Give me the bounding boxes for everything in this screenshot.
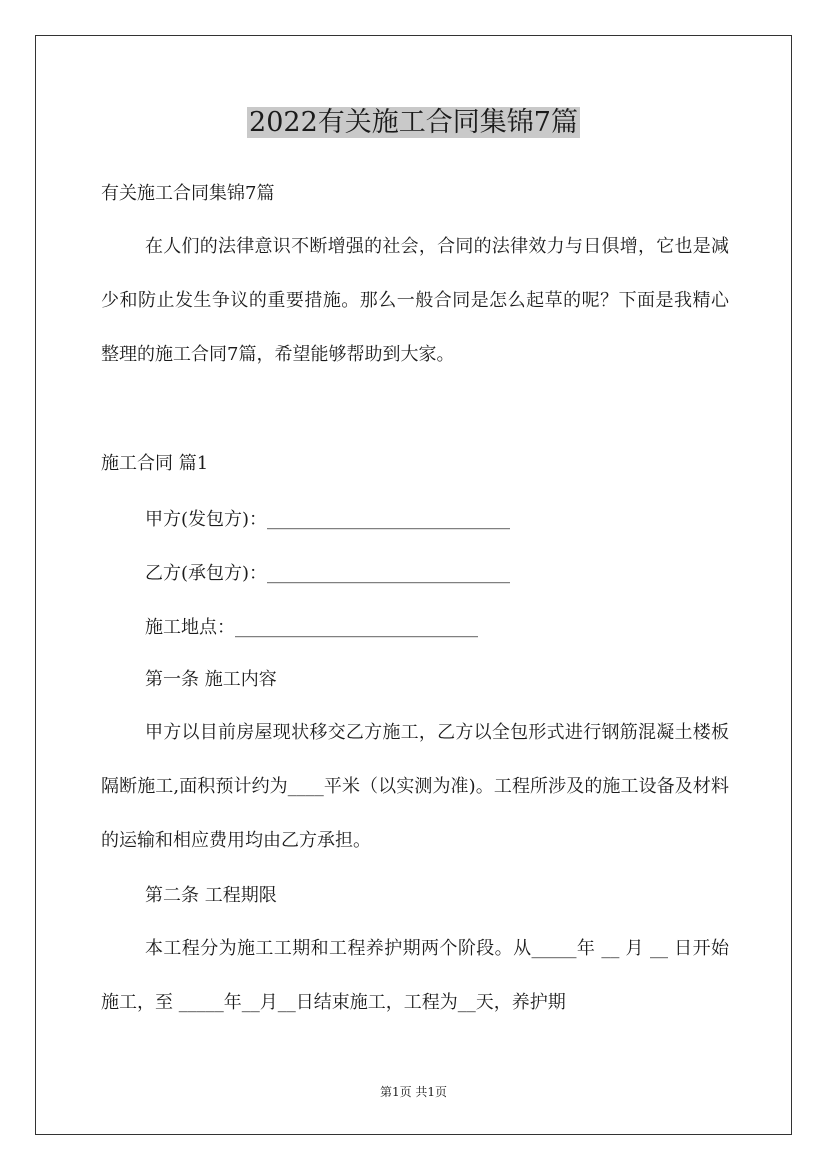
- party-b-line: 乙方(承包方)：___________________________: [145, 563, 511, 584]
- article-2-body: 本工程分为施工工期和工程养护期两个阶段。从_____年 __ 月 __ 日开始施工，至 _____年__月__日结束施工，工程为__天，养护期: [101, 938, 729, 1013]
- document-title: [0, 104, 827, 142]
- section-heading: 施工合同 篇1: [101, 453, 209, 474]
- document-title-text: 2022有关施工合同集锦7篇: [249, 107, 578, 138]
- intro-paragraph: 在人们的法律意识不断增强的社会，合同的法律效力与日俱增，它也是减少和防止发生争议的重要措施。那么一般合同是怎么起草的呢？下面是我精心整理的施工合同7篇，希望能够帮助到大家。: [101, 236, 729, 365]
- article-1-title: 第一条 施工内容: [145, 669, 277, 690]
- party-a-line: 甲方(发包方)：___________________________: [145, 509, 511, 530]
- article-1-body: 甲方以目前房屋现状移交乙方施工，乙方以全包形式进行钢筋混凝土楼板隔断施工,面积预计约为____平米（以实测为准)。工程所涉及的施工设备及材料的运输和相应费用均由乙方承担。: [101, 722, 729, 851]
- article-2-title: 第二条 工程期限: [145, 885, 277, 906]
- page-footer: 第1页 共1页: [379, 1085, 448, 1099]
- construction-site-line: 施工地点：___________________________: [145, 617, 478, 638]
- document-subtitle: 有关施工合同集锦7篇: [101, 183, 275, 204]
